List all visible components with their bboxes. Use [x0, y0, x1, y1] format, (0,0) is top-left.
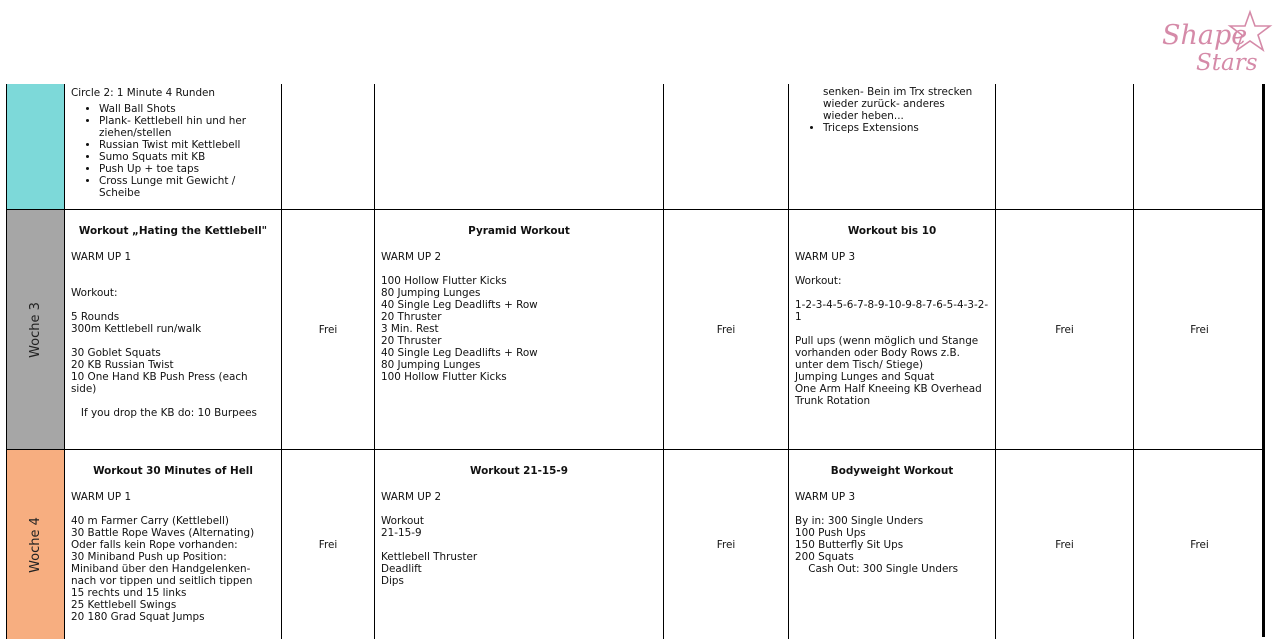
text-line: 40 Single Leg Deadlifts + Row [381, 347, 538, 359]
week3-label-cell [6, 209, 64, 449]
workout-title: Bodyweight Workout [830, 465, 954, 477]
rest-day-label: Frei [1055, 323, 1074, 336]
text-line: Workout [381, 515, 424, 527]
text-line [381, 263, 657, 275]
text-line [795, 323, 989, 335]
text-line: Workout: [71, 287, 118, 299]
rest-day-label: Frei [1190, 538, 1209, 551]
text-line: 20 KB Russian Twist [71, 359, 174, 371]
text-line: 3 Min. Rest [381, 323, 439, 335]
rest-day-label: Frei [318, 538, 338, 551]
text-line: 100 Hollow Flutter Kicks [381, 275, 507, 287]
empty-cell [281, 84, 374, 209]
text-line [71, 335, 275, 347]
text-line: 100 Push Ups [795, 527, 866, 539]
text-line: wieder zurück- anderes [823, 98, 945, 110]
week3-day6-cell [995, 209, 1133, 449]
text-line: 10 One Hand KB Push Press (each side) [71, 371, 251, 395]
workout-title: Workout bis 10 [847, 225, 937, 237]
week4-day7-cell [1133, 449, 1265, 639]
table-right-border [1262, 84, 1265, 637]
circle2-list [71, 103, 275, 199]
text-line: If you drop the KB do: 10 Burpees [71, 407, 257, 419]
week4-day2-cell [281, 449, 374, 639]
empty-cell [1133, 84, 1265, 209]
list-item: • Triceps Extensions [823, 122, 989, 134]
rest-day-label: Frei [318, 323, 338, 336]
text-line: 1-2-3-4-5-6-7-8-9-10-9-8-7-6-5-4-3-2-1 [795, 299, 989, 323]
text-line: Jumping Lunges and Squat [795, 371, 935, 383]
empty-cell [995, 84, 1133, 209]
week4-label: Woche 4 [27, 516, 43, 573]
workout-lines [795, 251, 989, 407]
text-line: 30 Miniband Push up Position: [71, 551, 227, 563]
circle2-cell [64, 84, 281, 209]
rest-day-label: Frei [716, 538, 736, 551]
workout-lines [381, 251, 657, 383]
text-line: 40 m Farmer Carry (Kettlebell) [71, 515, 229, 527]
week4-label-cell [6, 449, 64, 639]
week4-day1-cell [64, 449, 281, 639]
list-item: • Sumo Squats mit KB [99, 151, 275, 163]
text-line [381, 503, 657, 515]
text-line: 100 Hollow Flutter Kicks [381, 371, 507, 383]
text-line: Dips [381, 575, 404, 587]
text-line [795, 503, 989, 515]
text-line [71, 395, 275, 407]
text-line: Miniband über den Handgelenken- nach vor tippen und seitlich tippen [71, 563, 254, 587]
text-line: 25 Kettlebell Swings [71, 599, 177, 611]
text-line: By in: 300 Single Unders [795, 515, 924, 527]
text-line: wieder heben... [823, 110, 904, 122]
workout-lines [71, 491, 275, 623]
rest-day-label: Frei [1190, 323, 1209, 336]
text-line [71, 299, 275, 311]
week3-day1-cell [64, 209, 281, 449]
text-line: Pull ups (wenn möglich und Stange vorhanden oder Body Rows z.B. unter dem Tisch/ Stiege) [795, 335, 982, 371]
week3-day4-cell [663, 209, 788, 449]
circle2-heading: Circle 2: 1 Minute 4 Runden [71, 87, 216, 99]
text-line: WARM UP 3 [795, 491, 856, 503]
week3-day5-cell [788, 209, 995, 449]
training-plan-table [6, 84, 1265, 637]
week4-day6-cell [995, 449, 1133, 639]
text-line: Workout: [795, 275, 842, 287]
text-line: 80 Jumping Lunges [381, 359, 481, 371]
empty-cell [663, 84, 788, 209]
text-line: 5 Rounds [71, 311, 120, 323]
text-line: 20 Thruster [381, 311, 442, 323]
week3-day7-cell [1133, 209, 1265, 449]
workout-title: Workout 30 Minutes of Hell [93, 465, 253, 477]
trx-list [823, 122, 989, 134]
workout-title: Workout „Hating the Kettlebell" [78, 225, 268, 237]
text-line [71, 263, 275, 275]
text-line: 300m Kettlebell run/walk [71, 323, 202, 335]
week3-day3-cell [374, 209, 663, 449]
week3-day2-cell [281, 209, 374, 449]
text-line: 40 Single Leg Deadlifts + Row [381, 299, 538, 311]
week2-color-cell [6, 84, 64, 209]
week4-day3-cell [374, 449, 663, 639]
text-line: 15 rechts und 15 links [71, 587, 187, 599]
rest-day-label: Frei [1055, 538, 1074, 551]
text-line: WARM UP 1 [71, 491, 132, 503]
list-item: • Russian Twist mit Kettlebell [99, 139, 275, 151]
text-line: Oder falls kein Rope vorhanden: [71, 539, 238, 551]
week4-day4-cell [663, 449, 788, 639]
list-item: • Plank- Kettlebell hin und her ziehen/stellen [99, 115, 275, 139]
text-line: Trunk Rotation [795, 395, 871, 407]
text-line: 30 Goblet Squats [71, 347, 161, 359]
text-line: 200 Squats [795, 551, 854, 563]
text-line [795, 287, 989, 299]
text-line [71, 275, 275, 287]
text-line: 80 Jumping Lunges [381, 287, 481, 299]
text-line: WARM UP 1 [71, 251, 132, 263]
text-line: WARM UP 2 [381, 491, 442, 503]
workout-lines [795, 491, 989, 575]
text-line: WARM UP 3 [795, 251, 856, 263]
week4-day5-cell [788, 449, 995, 639]
logo-text-stars: Stars [1196, 50, 1258, 76]
text-line [71, 503, 275, 515]
text-line: WARM UP 2 [381, 251, 442, 263]
text-line: 20 Thruster [381, 335, 442, 347]
list-item: • Cross Lunge mit Gewicht / Scheibe [99, 175, 275, 199]
workout-lines [71, 251, 275, 419]
list-item: • Push Up + toe taps [99, 163, 275, 175]
trx-cell [788, 84, 995, 209]
text-line [381, 539, 657, 551]
empty-cell [374, 84, 663, 209]
workout-title: Pyramid Workout [468, 225, 570, 237]
text-line: 20 180 Grad Squat Jumps [71, 611, 205, 623]
rest-day-label: Frei [716, 323, 736, 336]
logo-text-shape: Shape [1162, 20, 1248, 51]
text-line: One Arm Half Kneeing KB Overhead [795, 383, 982, 395]
shape-stars-logo [1158, 4, 1276, 80]
list-item: • Wall Ball Shots [99, 103, 275, 115]
text-line: Deadlift [381, 563, 422, 575]
workout-lines [381, 491, 657, 587]
text-line: senken- Bein im Trx strecken [823, 86, 973, 98]
text-line: Kettlebell Thruster [381, 551, 478, 563]
text-line: Cash Out: 300 Single Unders [795, 563, 959, 575]
week3-label: Woche 3 [27, 301, 43, 358]
text-line: 30 Battle Rope Waves (Alternating) [71, 527, 255, 539]
text-line: 21-15-9 [381, 527, 422, 539]
text-line [795, 263, 989, 275]
text-line: 150 Butterfly Sit Ups [795, 539, 904, 551]
workout-title: Workout 21-15-9 [470, 465, 568, 477]
